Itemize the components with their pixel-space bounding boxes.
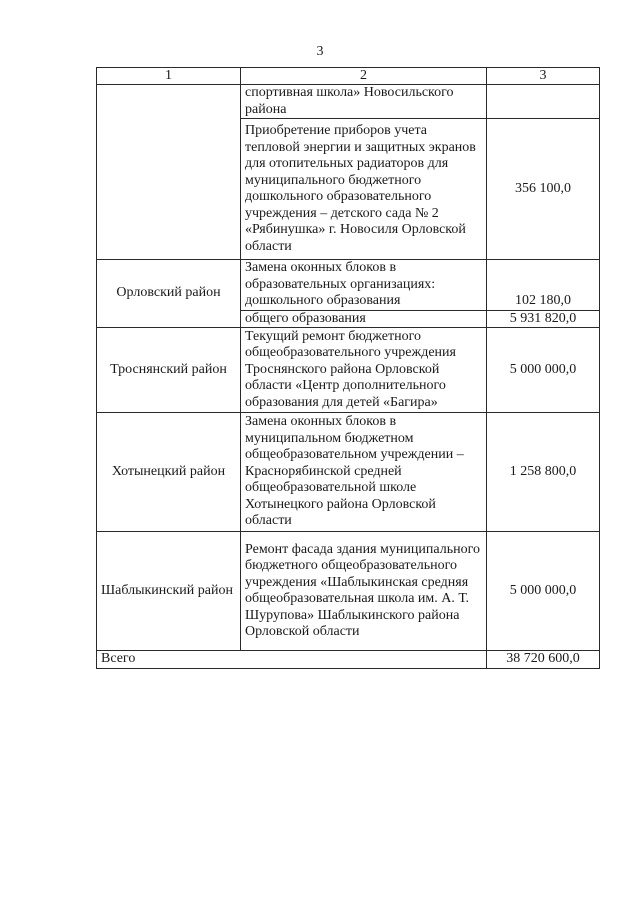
table-header-row: [97, 68, 600, 85]
column-header-3: 3: [487, 68, 600, 85]
total-label-cell: Всего: [97, 651, 487, 669]
table-row-trosnyansky: [97, 328, 600, 413]
description-cell-shablykinsky: Ремонт фасада здания муниципального бюджетного общеобразовательного учреждения «Шаблыкинская средняя общеобразовательная школа им. А. Т. Шурупова» Шаблыкинского района Орловской области: [241, 532, 487, 651]
page-number: 3: [316, 44, 324, 59]
table-row-khotynetsky: [97, 413, 600, 532]
district-cell-trosnyansky: Троснянский район: [97, 328, 241, 413]
table-row-total: [97, 651, 600, 669]
description-cell-khotynetsky: Замена оконных блоков в муниципальном бюджетном общеобразовательном учреждении – Краснорябинской средней общеобразовательной школе Хотынецкого района Орловской области: [241, 413, 487, 532]
district-cell-orlovsky: Орловский район: [97, 260, 241, 328]
amount-cell-novosil-cont: [487, 85, 600, 119]
funding-table: [96, 67, 600, 669]
table-row-novosil-cont: [97, 85, 600, 119]
table-row-shablykinsky: [97, 532, 600, 651]
table-row-orlovsky-preschool: [97, 260, 600, 311]
amount-cell-orlovsky-general: 5 931 820,0: [487, 310, 600, 328]
district-cell-shablykinsky: Шаблыкинский район: [97, 532, 241, 651]
description-cell-orlovsky-preschool: Замена оконных блоков в образовательных организациях: дошкольного образования: [241, 260, 487, 311]
column-header-2: 2: [241, 68, 487, 85]
amount-cell-orlovsky-preschool: 102 180,0: [487, 260, 600, 311]
description-cell-orlovsky-general: общего образования: [241, 310, 487, 328]
district-cell-novosil: [97, 85, 241, 260]
amount-cell-khotynetsky: 1 258 800,0: [487, 413, 600, 532]
column-header-1: 1: [97, 68, 241, 85]
total-amount-cell: 38 720 600,0: [487, 651, 600, 669]
description-cell-trosnyansky: Текущий ремонт бюджетного общеобразовательного учреждения Троснянского района Орловской области «Центр дополнительного образования для детей «Багира»: [241, 328, 487, 413]
amount-cell-trosnyansky: 5 000 000,0: [487, 328, 600, 413]
amount-cell-shablykinsky: 5 000 000,0: [487, 532, 600, 651]
description-cell-novosil-cont: спортивная школа» Новосильского района: [241, 85, 487, 119]
district-cell-khotynetsky: Хотынецкий район: [97, 413, 241, 532]
amount-cell-novosil-meters: 356 100,0: [487, 119, 600, 260]
description-cell-novosil-meters: Приобретение приборов учета тепловой энергии и защитных экранов для отопительных радиаторов для муниципального бюджетного дошкольного образовательного учреждения – детского сада № 2 «Рябинушка» г. Новосиля Орловской области: [241, 119, 487, 260]
